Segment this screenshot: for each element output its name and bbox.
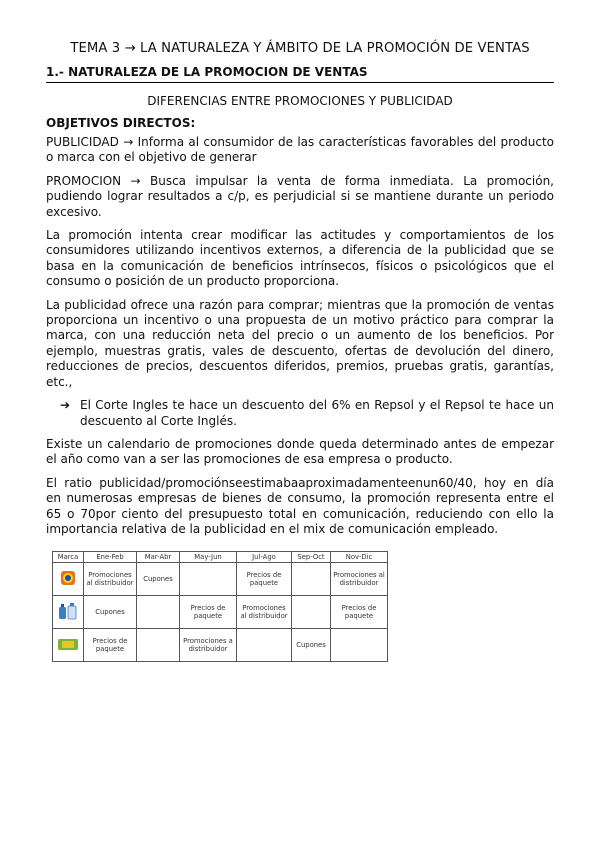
bullet-item bbox=[46, 398, 554, 429]
objetivos-heading: OBJETIVOS DIRECTOS: bbox=[46, 116, 196, 130]
detergent-bottles-icon bbox=[57, 602, 79, 620]
paragraph-calendario: Existe un calendario de promociones donde queda determinado antes de empezar el año como van a ser las promociones de esa empresa o producto. bbox=[46, 436, 554, 467]
arrow-bullet-icon: ➔ bbox=[60, 398, 71, 413]
brand-cell bbox=[53, 563, 84, 596]
table-cell: Precios de paquete bbox=[84, 629, 137, 662]
table-header-cell: Sep-Oct bbox=[292, 552, 331, 563]
table-cell: Promociones a distribuidor bbox=[180, 629, 237, 662]
paragraph-publicidad: PUBLICIDAD → Informa al consumidor de las características favorables del producto o marca con el objetivo de generar bbox=[46, 135, 554, 165]
table-header-cell: Marca bbox=[53, 552, 84, 563]
promotion-calendar-table bbox=[52, 551, 388, 662]
table-header-cell: Mar-Abr bbox=[137, 552, 180, 563]
bullet-text: El Corte Ingles te hace un descuento del 6% en Repsol y el Repsol te hace un descuento al Corte Inglés. bbox=[80, 398, 554, 428]
section-heading: 1.- NATURALEZA DE LA PROMOCION DE VENTAS bbox=[46, 65, 368, 79]
table-cell bbox=[292, 563, 331, 596]
table-cell bbox=[180, 563, 237, 596]
table-cell: Cupones bbox=[84, 596, 137, 629]
table-cell: Promociones al distribuidor bbox=[84, 563, 137, 596]
table-header-row bbox=[53, 552, 388, 563]
table-header-cell: May-Jun bbox=[180, 552, 237, 563]
table-cell: Precios de paquete bbox=[331, 596, 388, 629]
table-cell bbox=[137, 629, 180, 662]
table-cell: Promociones al distribuidor bbox=[237, 596, 292, 629]
table-cell bbox=[237, 629, 292, 662]
paragraph-ratio: El ratio publicidad/promociónseestimabaaproximadamenteenun60/40, hoy en día en numerosas empresas de bienes de consumo, la promoción representa entre el 65 o 70por ciento del presupuesto total en comunicación, reduciendo con ello la importancia relativa de la publicidad en el mix de comunicación empleado. bbox=[46, 475, 554, 536]
table-row bbox=[53, 596, 388, 629]
brand-cell bbox=[53, 629, 84, 662]
document-page bbox=[46, 40, 554, 662]
table-cell: Promociones al distribuidor bbox=[331, 563, 388, 596]
table-header-cell: Ene-Feb bbox=[84, 552, 137, 563]
tide-product-icon bbox=[57, 569, 79, 587]
subtitle: DIFERENCIAS ENTRE PROMOCIONES Y PUBLICIDAD bbox=[147, 94, 453, 108]
brand-cell bbox=[53, 596, 84, 629]
table-header-cell: Jul-Ago bbox=[237, 552, 292, 563]
table-cell: Precios de paquete bbox=[237, 563, 292, 596]
page-title: TEMA 3 → LA NATURALEZA Y ÁMBITO DE LA PROMOCIÓN DE VENTAS bbox=[70, 41, 530, 56]
table-row bbox=[53, 629, 388, 662]
table-row bbox=[53, 563, 388, 596]
table-cell bbox=[331, 629, 388, 662]
table-cell bbox=[137, 596, 180, 629]
heading-underline bbox=[46, 82, 554, 83]
paragraph-razon: La publicidad ofrece una razón para comprar; mientras que la promoción de ventas proporciona un incentivo o una propuesta de un motivo práctico para comprar la marca, con una reducción neta del precio o un aumento de los beneficios. Por ejemplo, muestras gratis, vales de descuento, ofertas de devolución del dinero, reducciones de precios, descuentos diferidos, premios, pruebas gratis, garantías, etc., bbox=[46, 297, 554, 389]
paragraph-promocion: PROMOCION → Busca impulsar la venta de forma inmediata. La promoción, pudiendo lograr resultados a c/p, es perjudicial si se mantiene durante un periodo excesivo. bbox=[46, 173, 554, 219]
paragraph-intenta: La promoción intenta crear modificar las actitudes y comportamientos de los consumidores utilizando incentivos externos, a diferencia de la publicidad que se basa en la comunicación de beneficios intrínsecos, físicos o psicológicos que el consumo o posición de un producto proporciona. bbox=[46, 228, 554, 289]
table-header-cell: Nov-Dic bbox=[331, 552, 388, 563]
table-cell: Cupones bbox=[292, 629, 331, 662]
table-cell: Precios de paquete bbox=[180, 596, 237, 629]
table-cell bbox=[292, 596, 331, 629]
table-cell: Cupones bbox=[137, 563, 180, 596]
soap-box-icon bbox=[57, 635, 79, 653]
